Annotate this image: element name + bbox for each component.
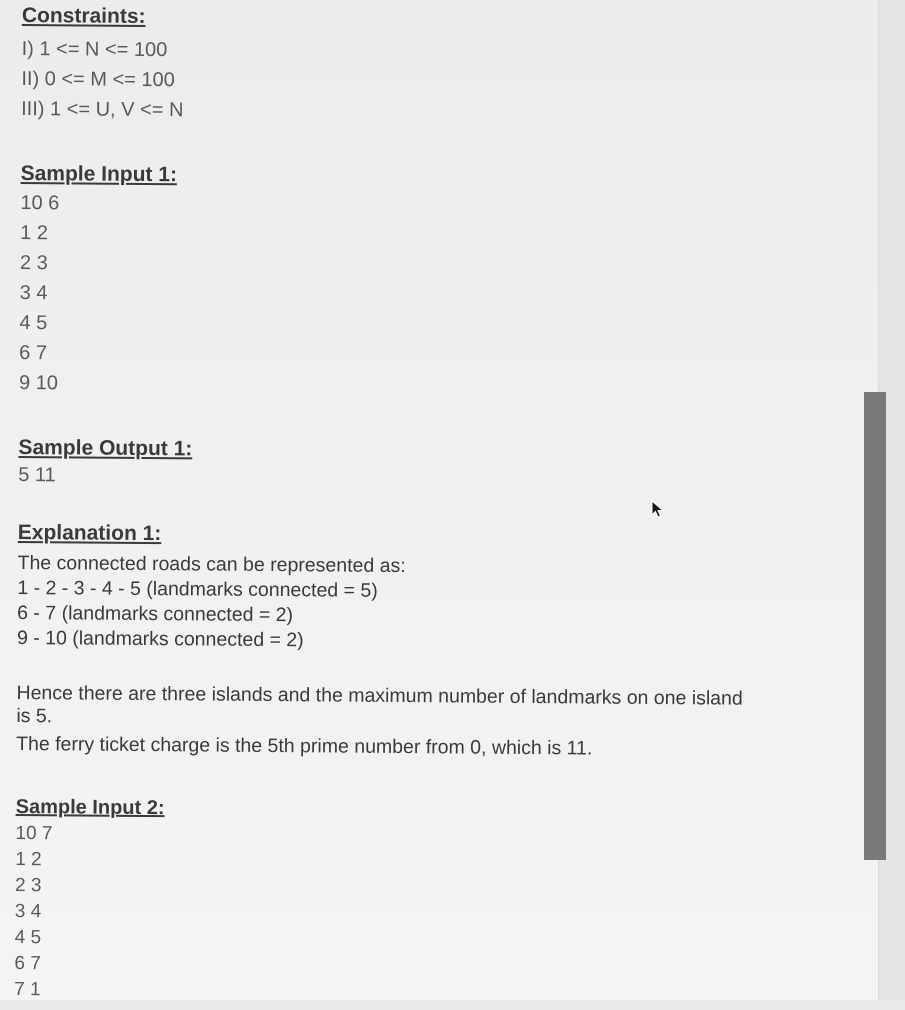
sample-output-1-heading: Sample Output 1: bbox=[18, 435, 193, 461]
sample-input-line: 3 4 bbox=[19, 281, 48, 305]
sample-input-line: 4 5 bbox=[19, 311, 48, 335]
constraint-line: II) 0 <= M <= 100 bbox=[21, 67, 175, 92]
explanation-paragraph: The ferry ticket charge is the 5th prime number from 0, which is 11. bbox=[16, 732, 593, 760]
sample-input-line: 6 7 bbox=[14, 952, 41, 975]
constraints-section bbox=[21, 2, 184, 125]
sample-input-1-section bbox=[19, 160, 177, 399]
sample-input-2-section bbox=[14, 793, 165, 1004]
explanation-1-heading: Explanation 1: bbox=[17, 520, 162, 546]
constraint-line: III) 1 <= U, V <= N bbox=[21, 97, 184, 122]
sample-input-1-heading: Sample Input 1: bbox=[20, 161, 178, 187]
sample-output-line: 5 11 bbox=[18, 463, 56, 487]
sample-input-line: 4 5 bbox=[14, 926, 42, 949]
sample-input-line: 2 3 bbox=[19, 251, 48, 275]
explanation-1-section bbox=[16, 519, 744, 763]
problem-content bbox=[14, 0, 862, 1001]
sample-input-line: 7 1 bbox=[14, 978, 41, 1001]
explanation-line: 1 - 2 - 3 - 4 - 5 (landmarks connected = 5) bbox=[17, 576, 378, 602]
sample-input-line: 1 2 bbox=[20, 221, 49, 245]
scrollbar-thumb[interactable] bbox=[864, 392, 886, 860]
sample-input-line: 2 3 bbox=[14, 874, 42, 897]
explanation-paragraph: Hence there are three islands and the maximum number of landmarks on one island bbox=[16, 681, 743, 710]
sample-input-line: 10 7 bbox=[15, 822, 53, 845]
explanation-paragraph-cont: is 5. bbox=[16, 704, 53, 728]
constraint-line: I) 1 <= N <= 100 bbox=[21, 37, 168, 62]
explanation-line: 6 - 7 (landmarks connected = 2) bbox=[17, 601, 294, 627]
sample-input-2-heading: Sample Input 2: bbox=[15, 795, 165, 820]
sample-input-line: 1 2 bbox=[15, 848, 42, 871]
explanation-line: The connected roads can be represented as: bbox=[17, 551, 406, 578]
explanation-line: 9 - 10 (landmarks connected = 2) bbox=[16, 626, 304, 652]
constraints-heading: Constraints: bbox=[21, 3, 146, 28]
sample-input-line: 3 4 bbox=[14, 900, 42, 923]
sample-output-1-section bbox=[18, 434, 192, 489]
sample-input-line: 9 10 bbox=[18, 371, 59, 395]
sample-input-line: 6 7 bbox=[19, 341, 48, 365]
sample-input-line: 10 6 bbox=[20, 191, 60, 215]
mouse-pointer-icon bbox=[651, 500, 665, 518]
